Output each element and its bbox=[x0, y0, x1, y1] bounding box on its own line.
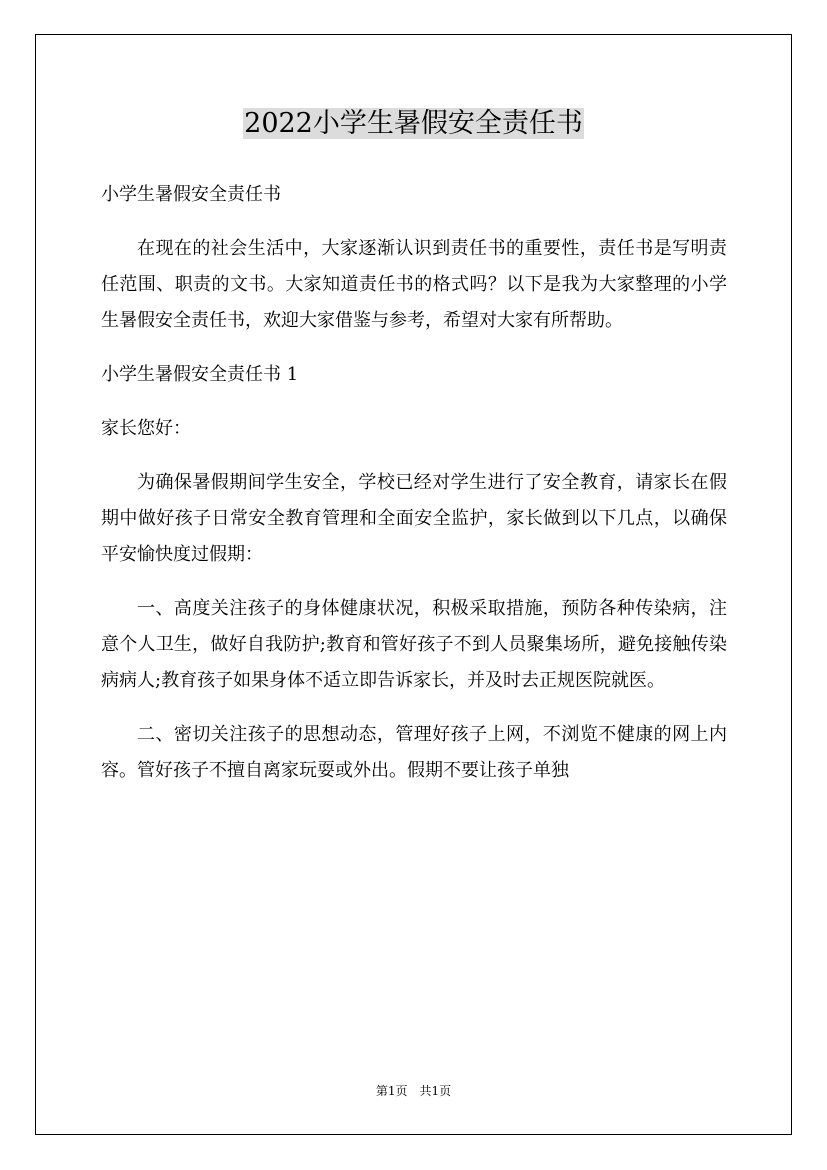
salutation: 家长您好： bbox=[101, 418, 191, 439]
intro-paragraph: 在现在的社会生活中，大家逐渐认识到责任书的重要性，责任书是写明责任范围、职责的文书。大家知道责任书的格式吗？以下是我为大家整理的小学生暑假安全责任书，欢迎大家借鉴与参考，希望对大家有所帮助。 bbox=[101, 238, 727, 331]
body-paragraph: 二、密切关注孩子的思想动态，管理好孩子上网，不浏览不健康的网上内容。管好孩子不擅自离家玩耍或外出。假期不要让孩子单独 bbox=[101, 724, 727, 781]
page-number: 第1页 共1页 bbox=[375, 1084, 452, 1098]
body-paragraph: 为确保暑假期间学生安全，学校已经对学生进行了安全教育，请家长在假期中做好孩子日常安全教育管理和全面安全监护，家长做到以下几点，以确保平安愉快度过假期： bbox=[101, 472, 727, 565]
document-body bbox=[101, 177, 727, 807]
document-title-text: 2022小学生暑假安全责任书 bbox=[244, 108, 583, 139]
section-heading: 小学生暑假安全责任书 bbox=[101, 184, 281, 205]
section-heading: 小学生暑假安全责任书 1 bbox=[101, 364, 299, 385]
document-title bbox=[0, 104, 827, 144]
body-paragraph: 一、高度关注孩子的身体健康状况，积极采取措施，预防各种传染病，注意个人卫生，做好自我防护;教育和管好孩子不到人员聚集场所，避免接触传染病病人;教育孩子如果身体不适立即告诉家长，并及时去正规医院就医。 bbox=[101, 598, 727, 691]
